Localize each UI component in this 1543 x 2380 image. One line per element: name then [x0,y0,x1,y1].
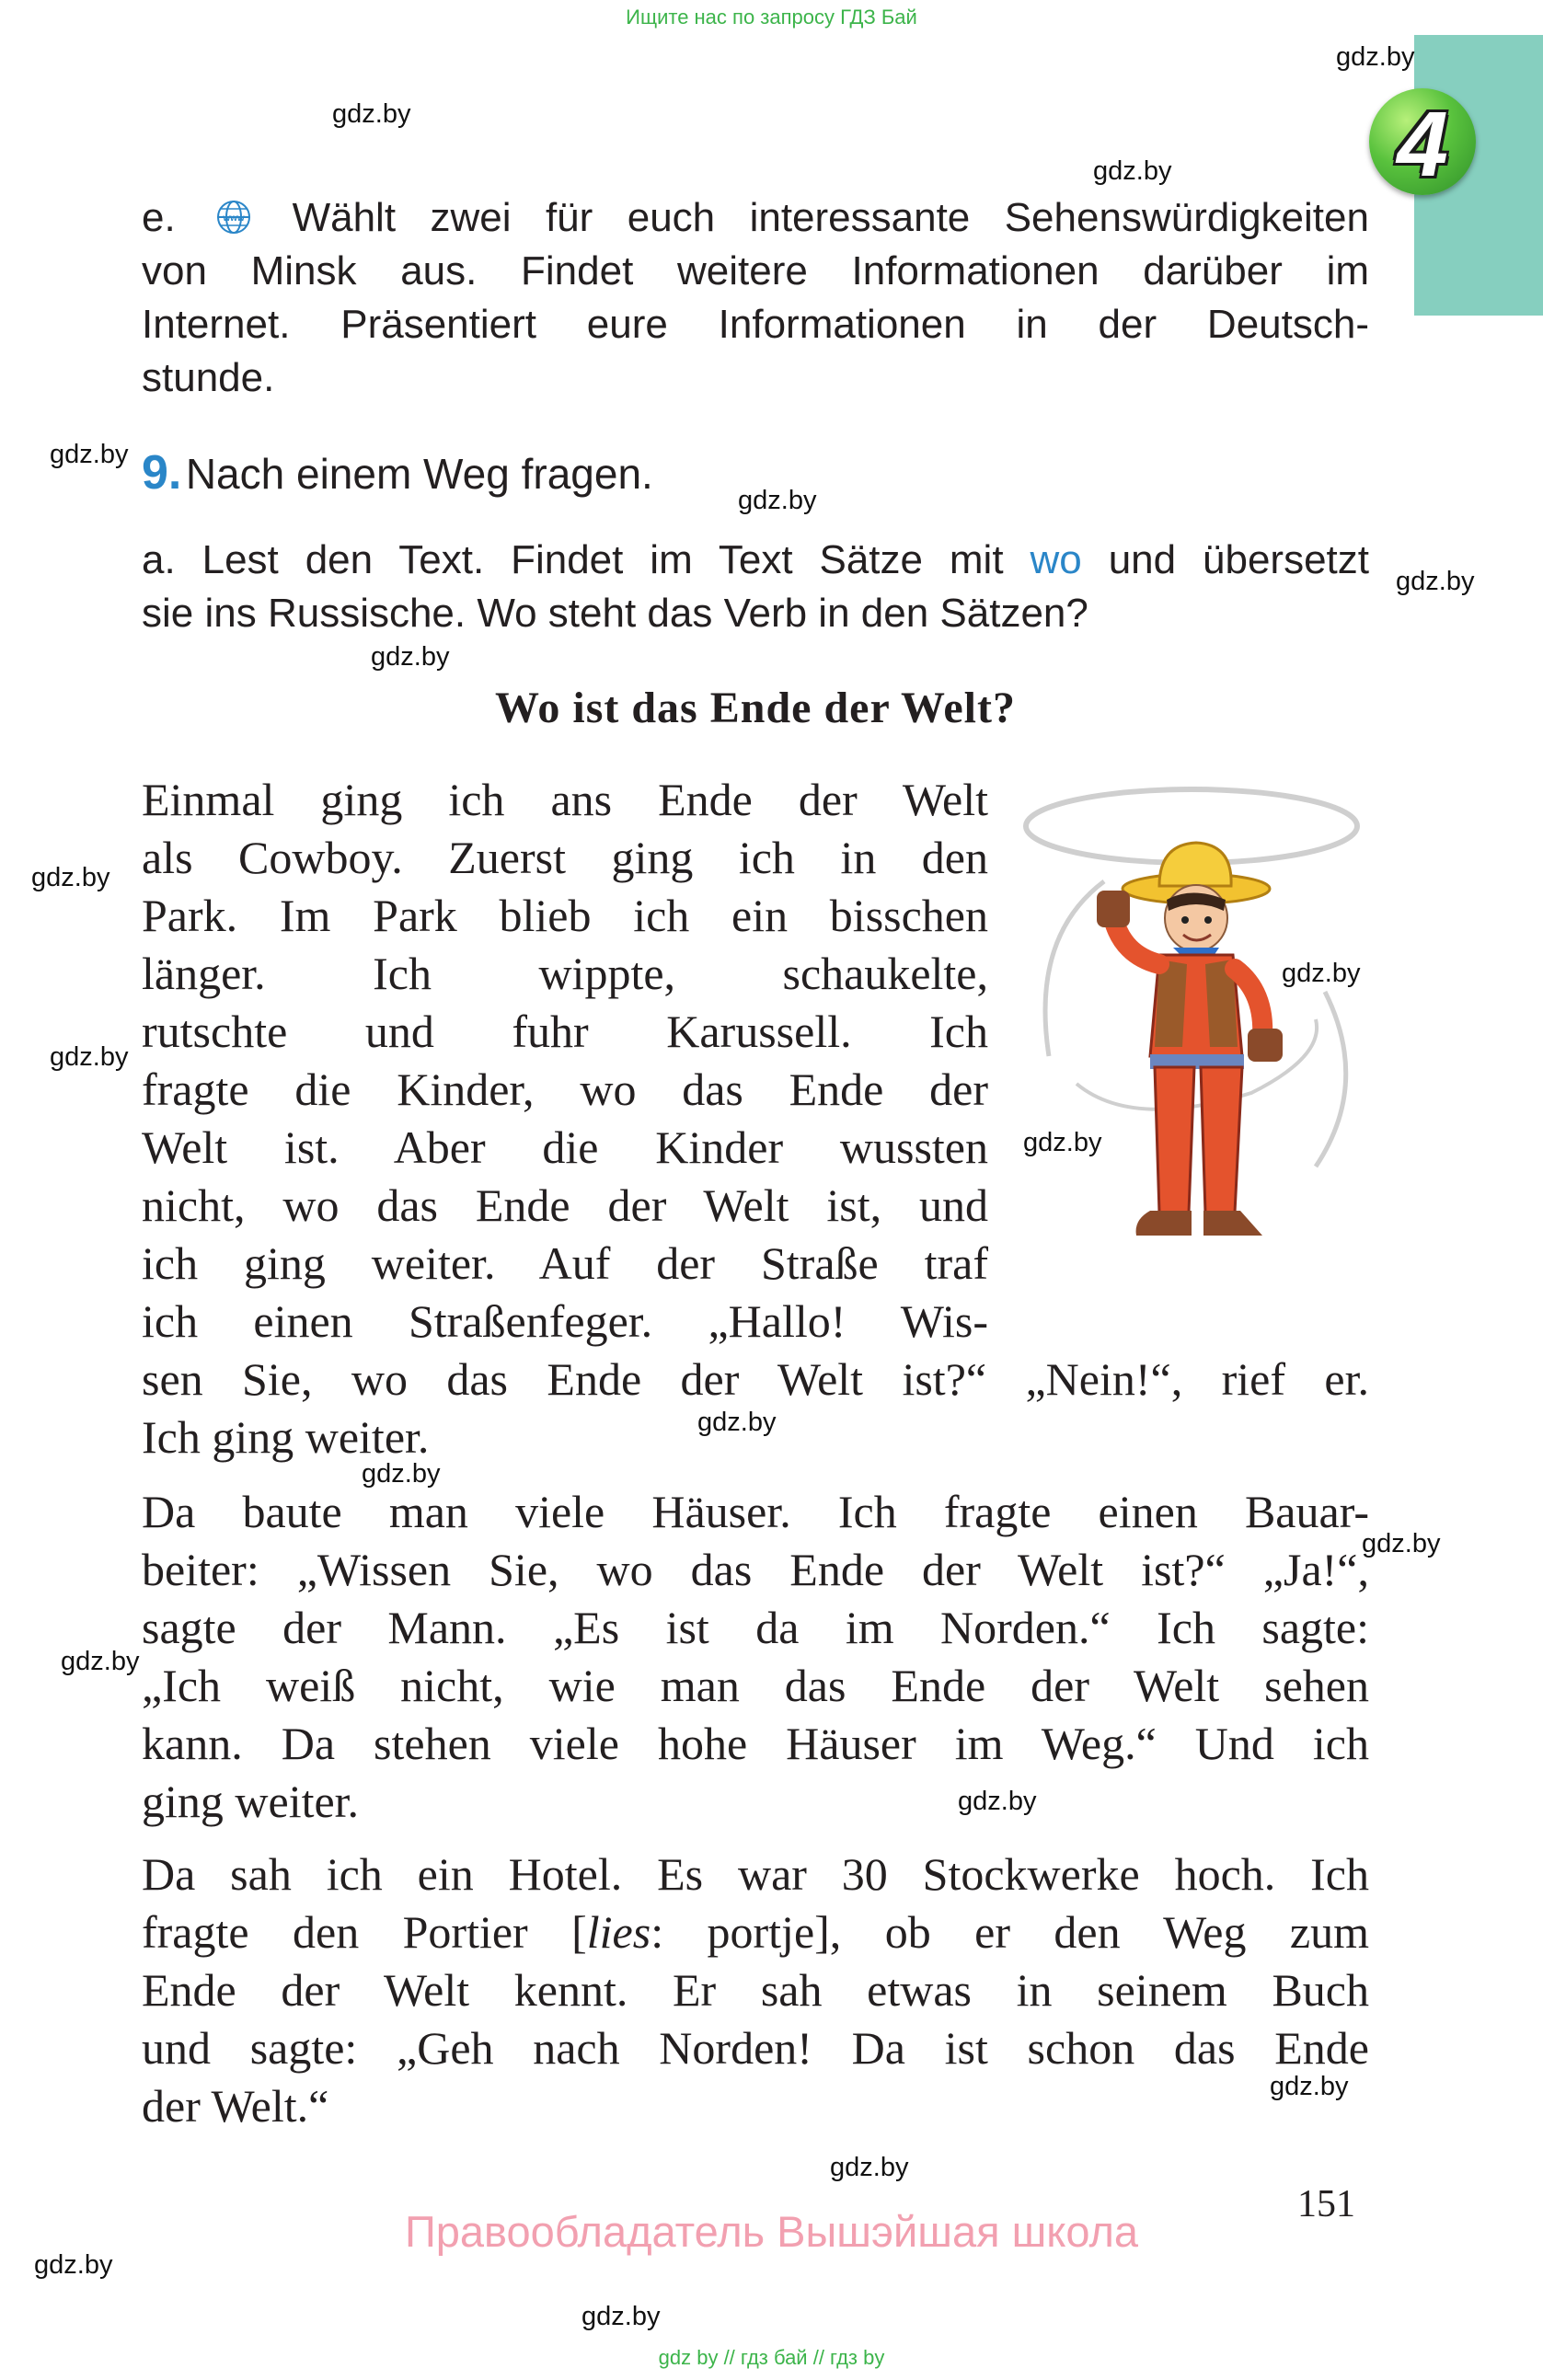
watermark: gdz.by [1023,1128,1102,1157]
footer-links[interactable]: gdz by // гдз бай // гдз by [658,2346,885,2369]
watermark: gdz.by [1270,2072,1349,2101]
task-a [142,534,1369,640]
chapter-badge [1369,88,1476,195]
story-line: ich einen Straßenfeger. „Hallo! Wis- [142,1295,988,1347]
story-line: als Cowboy. Zuerst ging ich in den [142,832,988,883]
story-line: der Welt.“ [142,2080,329,2132]
svg-text:www: www [223,213,245,224]
globe-icon [215,199,252,236]
story-line: Da sah ich ein Hotel. Es war 30 Stockwerke hoch. Ich [142,1848,1369,1900]
task-a-highlight: wo [1030,537,1082,582]
watermark: gdz.by [362,1459,441,1489]
story-line: Ich ging weiter. [142,1411,430,1463]
chapter-number: 4 [1397,93,1448,196]
watermark: gdz.by [958,1787,1037,1816]
watermark: gdz.by [61,1647,140,1676]
task-e-line: stunde. [142,355,275,400]
story-line: Welt ist. Aber die Kinder wussten [142,1121,988,1173]
task-a-text: und übersetzt [1108,537,1370,582]
story-line: Da baute man viele Häuser. Ich fragte einen Bauar- [142,1486,1369,1537]
watermark: gdz.by [1093,156,1172,186]
story-paragraph-2 [142,1483,1369,1831]
watermark: gdz.by [582,2302,661,2331]
task-a-text: a. Lest den Text. Findet im Text Sätze mit [142,537,1004,582]
watermark: gdz.by [371,642,450,672]
story-italic: lies [586,1906,651,1958]
watermark: gdz.by [332,99,411,129]
story-line: rutschte und fuhr Karussell. Ich [142,1006,988,1057]
story-line: sagte der Mann. „Es ist da im Norden.“ Ich sagte: [142,1602,1369,1653]
task-e [142,191,1369,405]
story-line: sen Sie, wo das Ende der Welt ist?“ „Nein!“, rief er. [142,1353,1369,1405]
story-paragraph-1 [142,771,988,1351]
story-line: nicht, wo das Ende der Welt ist, und [142,1179,988,1231]
watermark: gdz.by [1362,1529,1441,1558]
task-e-line: Wählt zwei für euch interessante Sehenswürdigkeiten [292,195,1369,240]
watermark: gdz.by [50,440,129,469]
watermark: gdz.by [830,2153,909,2182]
story-text: : portje], ob er den Weg zum [651,1906,1369,1958]
story-line: beiter: „Wissen Sie, wo das Ende der Welt ist?“ „Ja!“, [142,1544,1369,1595]
watermark: gdz.by [50,1042,129,1072]
story-line: länger. Ich wippte, schaukelte, [142,948,988,999]
copyright-notice: Правообладатель Вышэйшая школа [404,2207,1139,2256]
story-line: fragte die Kinder, wo das Ende der [142,1064,988,1115]
story-paragraph-3 [142,1845,1369,2135]
watermark: gdz.by [31,863,110,892]
watermark: gdz.by [738,486,817,515]
story-title: Wo ist das Ende der Welt? [495,684,1016,732]
page-number: 151 [1297,2183,1355,2225]
task-e-line: von Minsk aus. Findet weitere Informationen darüber im [142,248,1369,293]
story-line: Einmal ging ich ans Ende der Welt [142,774,988,825]
story-line [142,1903,1369,1961]
watermark: gdz.by [34,2250,113,2280]
task-e-letter: e. [142,195,176,240]
story-line: ich ging weiter. Auf der Straße traf [142,1237,988,1289]
watermark: gdz.by [697,1408,777,1437]
story-line: und sagte: „Geh nach Norden! Da ist schon das Ende [142,2022,1369,2074]
exercise-number: 9. [142,446,182,500]
story-line: Ende der Welt kennt. Er sah etwas in seinem Buch [142,1964,1369,2016]
exercise-title: Nach einem Weg fragen. [185,450,653,498]
story-line: Park. Im Park blieb ich ein bisschen [142,890,988,941]
task-a-line: sie ins Russische. Wo steht das Verb in den Sätzen? [142,591,1088,636]
cowboy-illustration [1021,780,1371,1277]
story-line: ging weiter. [142,1776,360,1827]
story-text: fragte den Portier [ [142,1906,587,1958]
watermark: gdz.by [1282,959,1361,988]
task-e-line: Internet. Präsentiert eure Informationen in der Deutsch- [142,302,1369,347]
story-line: „Ich weiß nicht, wie man das Ende der Welt sehen [142,1660,1369,1711]
story-line: kann. Da stehen viele hohe Häuser im Weg.“ Und ich [142,1718,1369,1769]
exercise-heading [142,445,653,500]
top-banner[interactable]: Ищите нас по запросу ГДЗ Бай [626,6,917,29]
story-paragraph-1-cont [142,1351,1369,1466]
watermark: gdz.by [1336,42,1415,72]
watermark: gdz.by [1396,567,1475,596]
